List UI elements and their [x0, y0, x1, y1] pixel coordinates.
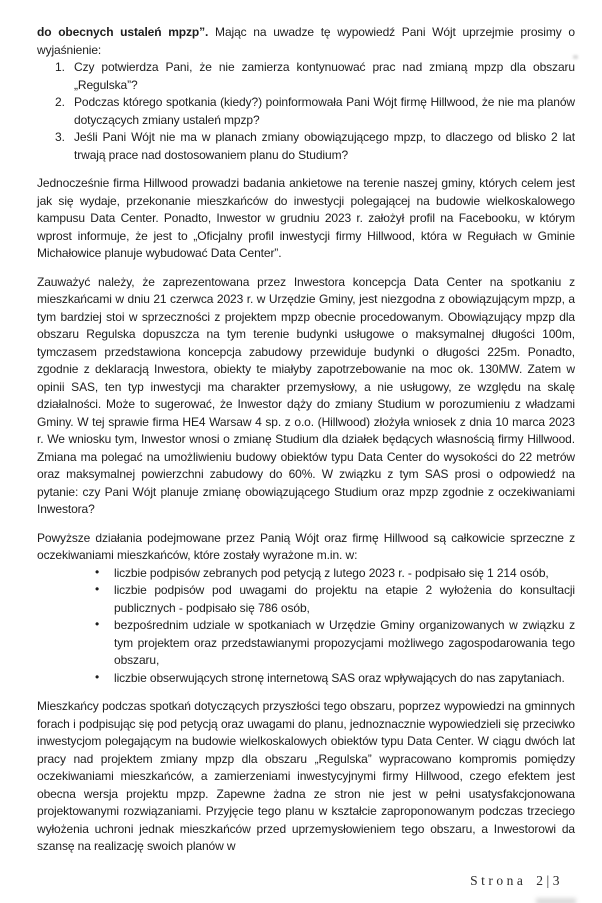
- question-number: 3.: [55, 130, 65, 144]
- scan-artifact-smudge: [536, 898, 576, 903]
- paragraph-expectations-intro: Powyższe działania podejmowane przez Panią Wójt oraz firmę Hillwood są całkowicie sprzeczne z oczekiwaniami mieszkańców, które zostały wyrażone m.in. w:: [37, 530, 575, 562]
- bullet-text: liczbie podpisów pod uwagami do projektu na etapie 2 wyłożenia do konsultacji publicznych - podpisało się 786 osób,: [114, 583, 575, 615]
- scan-artifact-speck: [573, 55, 578, 59]
- bullet-item: [37, 617, 575, 670]
- bullet-item: [37, 670, 575, 688]
- question-item: [37, 129, 575, 164]
- question-item: [37, 59, 575, 94]
- intro-regular-text: Mając na uwadze tę wypowiedź Pani Wójt uprzejmie prosimy o wyjaśnienie:: [37, 25, 575, 57]
- question-number: 2.: [55, 95, 65, 109]
- page-number-footer: Strona 2|3: [470, 872, 563, 888]
- bullet-item: [37, 582, 575, 617]
- bullet-marker-icon: •: [95, 564, 100, 579]
- bullet-text: liczbie obserwujących stronę internetową SAS oraz wpływających do nas zapytaniach.: [114, 670, 565, 685]
- question-text: Czy potwierdza Pani, że nie zamierza kontynuować prac nad zmianą mpzp dla obszaru „Regulska”?: [74, 60, 575, 92]
- bullet-marker-icon: •: [95, 617, 100, 631]
- intro-bold-text: do obecnych ustaleń mpzp”.: [37, 25, 209, 39]
- bullet-marker-icon: •: [95, 582, 100, 596]
- paragraph-hillwood-survey: Jednocześnie firma Hillwood prowadzi badania ankietowe na terenie naszej gminy, których celem jest jak się wydaje, przekonanie mieszkańców do inwestycji polegającej na budowie wielkoskalowego kampusu Data Center. Ponadto, Inwestor w grudniu 2023 r. założył profil na Facebooku, w którym wprost informuje, że jest to „Oficjalny profil inwestycji firmy Hillwood, która w Regułach w Gminie Michałowice planuje wybudować Data Center”.: [37, 176, 575, 260]
- paragraph-compromise: Mieszkańcy podczas spotkań dotyczących przyszłości tego obszaru, poprzez wypowiedzi na gminnych forach i podpisując się pod petycją oraz uwagami do planu, jednoznacznie wypowiedzieli się przeciwko inwestycjom polegającym na budowie wielkoskalowych obiektów typu Data Center. W ciągu dwóch lat pracy nad projektem zmiany mpzp dla obszaru „Regulska” wypracowano kompromis pomiędzy oczekiwaniami mieszkańców, a zamierzeniami inwestycyjnymi firmy Hillwood, czego efektem jest obecna wersja projektu mpzp. Zapewne żadna ze stron nie jest w pełni usatysfakcjonowana projektowanymi rozwiązaniami. Przyjęcie tego planu w kształcie zaproponowanym podczas trzeciego wyłożenia uchroni jednak mieszkańców przed uprzemysłowieniem tego obszaru, a Inwestorowi da szansę na realizację swoich planów w: [37, 699, 575, 853]
- bullet-text: liczbie podpisów zebranych pod petycją z lutego 2023 r. - podpisało się 1 214 osób,: [114, 565, 549, 580]
- bullet-text: bezpośrednim udziale w spotkaniach w Urzędzie Gminy organizowanych w związku z tym projektem oraz przedstawianymi propozycjami możliwego zagospodarowania tego obszaru,: [114, 618, 575, 667]
- question-text: Podczas którego spotkania (kiedy?) poinformowała Pani Wójt firmę Hillwood, że nie ma planów dotyczących zmiany ustaleń mpzp?: [74, 95, 575, 127]
- bullet-item: [37, 565, 575, 583]
- question-item: [37, 94, 575, 129]
- expectations-bullet-list: [37, 565, 575, 688]
- document-body: [37, 24, 575, 856]
- bullet-marker-icon: •: [95, 669, 100, 684]
- intro-paragraph: [37, 24, 575, 59]
- question-text: Jeśli Pani Wójt nie ma w planach zmiany obowiązującego mpzp, to dlaczego od blisko 2 lat trwają prace nad dostosowaniem planu do Studium?: [74, 130, 575, 162]
- paragraph-data-center-concept: Zauważyć należy, że zaprezentowana przez Inwestora koncepcja Data Center na spotkaniu z mieszkańcami w dniu 21 czerwca 2023 r. w Urzędzie Gminy, jest niezgodna z obowiązującym mpzp, a tym bardziej stoi w sprzeczności z projektem mpzp obecnie procedowanym. Obowiązujący mpzp dla obszaru Regulska dopuszcza na tym terenie budynki usługowe o maksymalnej długości 100m, tymczasem przedstawiona koncepcja zabudowy przewiduje budynki o długości 225m. Ponadto, zgodnie z deklaracją Inwestora, obiekty te miałyby zapotrzebowanie na moc ok. 130MW. Zatem w opinii SAS, ten typ inwestycji ma charakter przemysłowy, a nie usługowy, ze względu na skalę działalności. Może to sugerować, że Inwestor dąży do zmiany Studium w porozumieniu z władzami Gminy. W tej sprawie firma HE4 Warsaw 4 sp. z o.o. (Hillwood) złożyła wniosek z dnia 10 marca 2023 r. We wniosku tym, Inwestor wnosi o zmianę Studium dla działek będących własnością firmy Hillwood. Zmiana ma polegać na umożliwieniu budowy obiektów typu Data Center do wysokości do 22 metrów oraz maksymalnej powierzchni zabudowy do 60%. W związku z tym SAS prosi o odpowiedź na pytanie: czy Pani Wójt planuje zmianę obowiązującego Studium oraz mpzp zgodnie z oczekiwaniami Inwestora?: [37, 274, 575, 516]
- questions-numbered-list: [37, 59, 575, 164]
- question-number: 1.: [55, 60, 65, 74]
